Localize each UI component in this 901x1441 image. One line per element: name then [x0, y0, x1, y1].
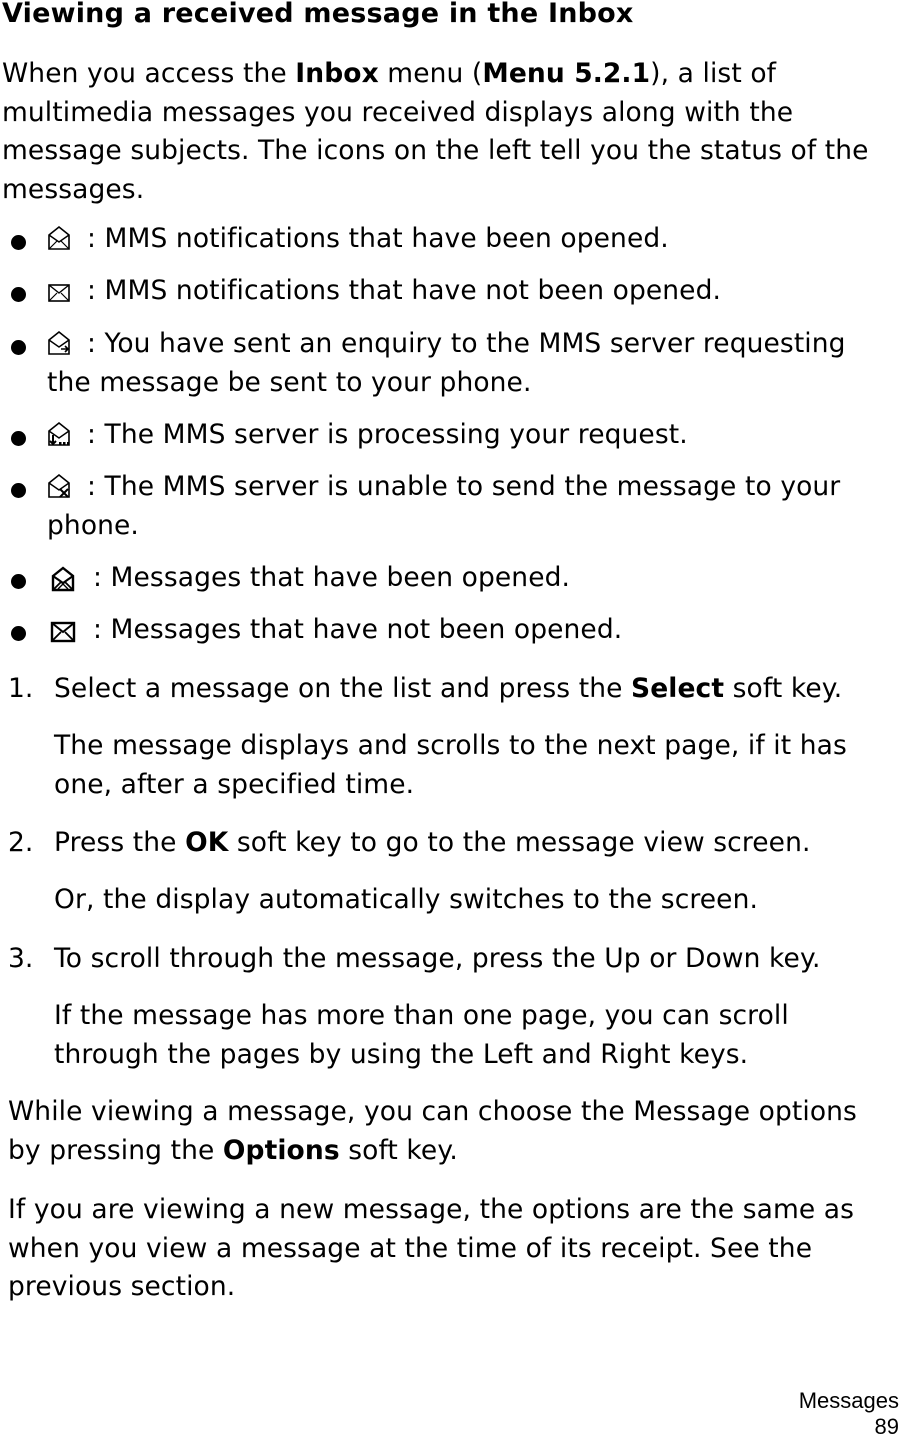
step-note: Or, the display automatically switches to the screen.	[54, 884, 759, 915]
footer-section-name: Messages	[798, 1388, 899, 1413]
intro-paragraph	[2, 55, 897, 209]
list-item-text: : Messages that have been opened.	[93, 562, 571, 593]
step-instruction: Select a message on the list and press the Select soft key.	[54, 673, 843, 704]
step-instruction: Press the OK soft key to go to the message view screen.	[54, 827, 811, 858]
bullet-dot	[11, 431, 26, 446]
bullet-dot	[11, 235, 26, 250]
intro-text-1: When you access the	[2, 58, 296, 89]
list-item-text: : MMS notifications that have not been opened.	[87, 275, 722, 306]
bullet-dot	[11, 626, 26, 641]
inbox-menu-name: Inbox	[295, 58, 379, 89]
bullet-dot	[11, 340, 26, 355]
step-number: 3.	[8, 943, 34, 974]
intro-text-2: menu (	[378, 58, 483, 89]
step-instruction: To scroll through the message, press the Up or Down key.	[54, 943, 821, 974]
step-note: If the message has more than one page, you can scroll through the pages by using the Left and Right keys.	[54, 1000, 789, 1070]
section-heading: Viewing a received message in the Inbox	[2, 0, 634, 29]
ok-soft-key-label: OK	[185, 827, 229, 858]
bullet-dot	[11, 483, 26, 498]
step-number: 1.	[8, 673, 34, 704]
list-item-text: : The MMS server is processing your request.	[87, 419, 688, 450]
list-item-text: : You have sent an enquiry to the MMS server requesting the message be sent to your phone.	[47, 328, 846, 398]
list-item-text: : Messages that have not been opened.	[93, 614, 623, 645]
list-item-text: : MMS notifications that have been opened.	[87, 223, 669, 254]
options-soft-key-label: Options	[222, 1134, 340, 1166]
menu-number: Menu 5.2.1	[482, 58, 651, 89]
list-item-text: : The MMS server is unable to send the message to your phone.	[47, 471, 841, 541]
options-paragraph: While viewing a message, you can choose the Message options by pressing the Options soft key.	[8, 1096, 857, 1166]
step-note: The message displays and scrolls to the next page, if it has one, after a specified time.	[54, 730, 847, 800]
bullet-dot	[11, 287, 26, 302]
page-number: 89	[874, 1414, 899, 1439]
new-message-paragraph: If you are viewing a new message, the options are the same as when you view a message at the time of its receipt. See the previous section.	[8, 1194, 855, 1302]
step-number: 2.	[8, 827, 34, 858]
bullet-dot	[11, 574, 26, 589]
select-soft-key-label: Select	[631, 673, 725, 704]
intro-text-3: ), a list of multimedia messages you received displays along with the message subjects. The icons on the left tell you the status of the messages.	[2, 58, 869, 205]
